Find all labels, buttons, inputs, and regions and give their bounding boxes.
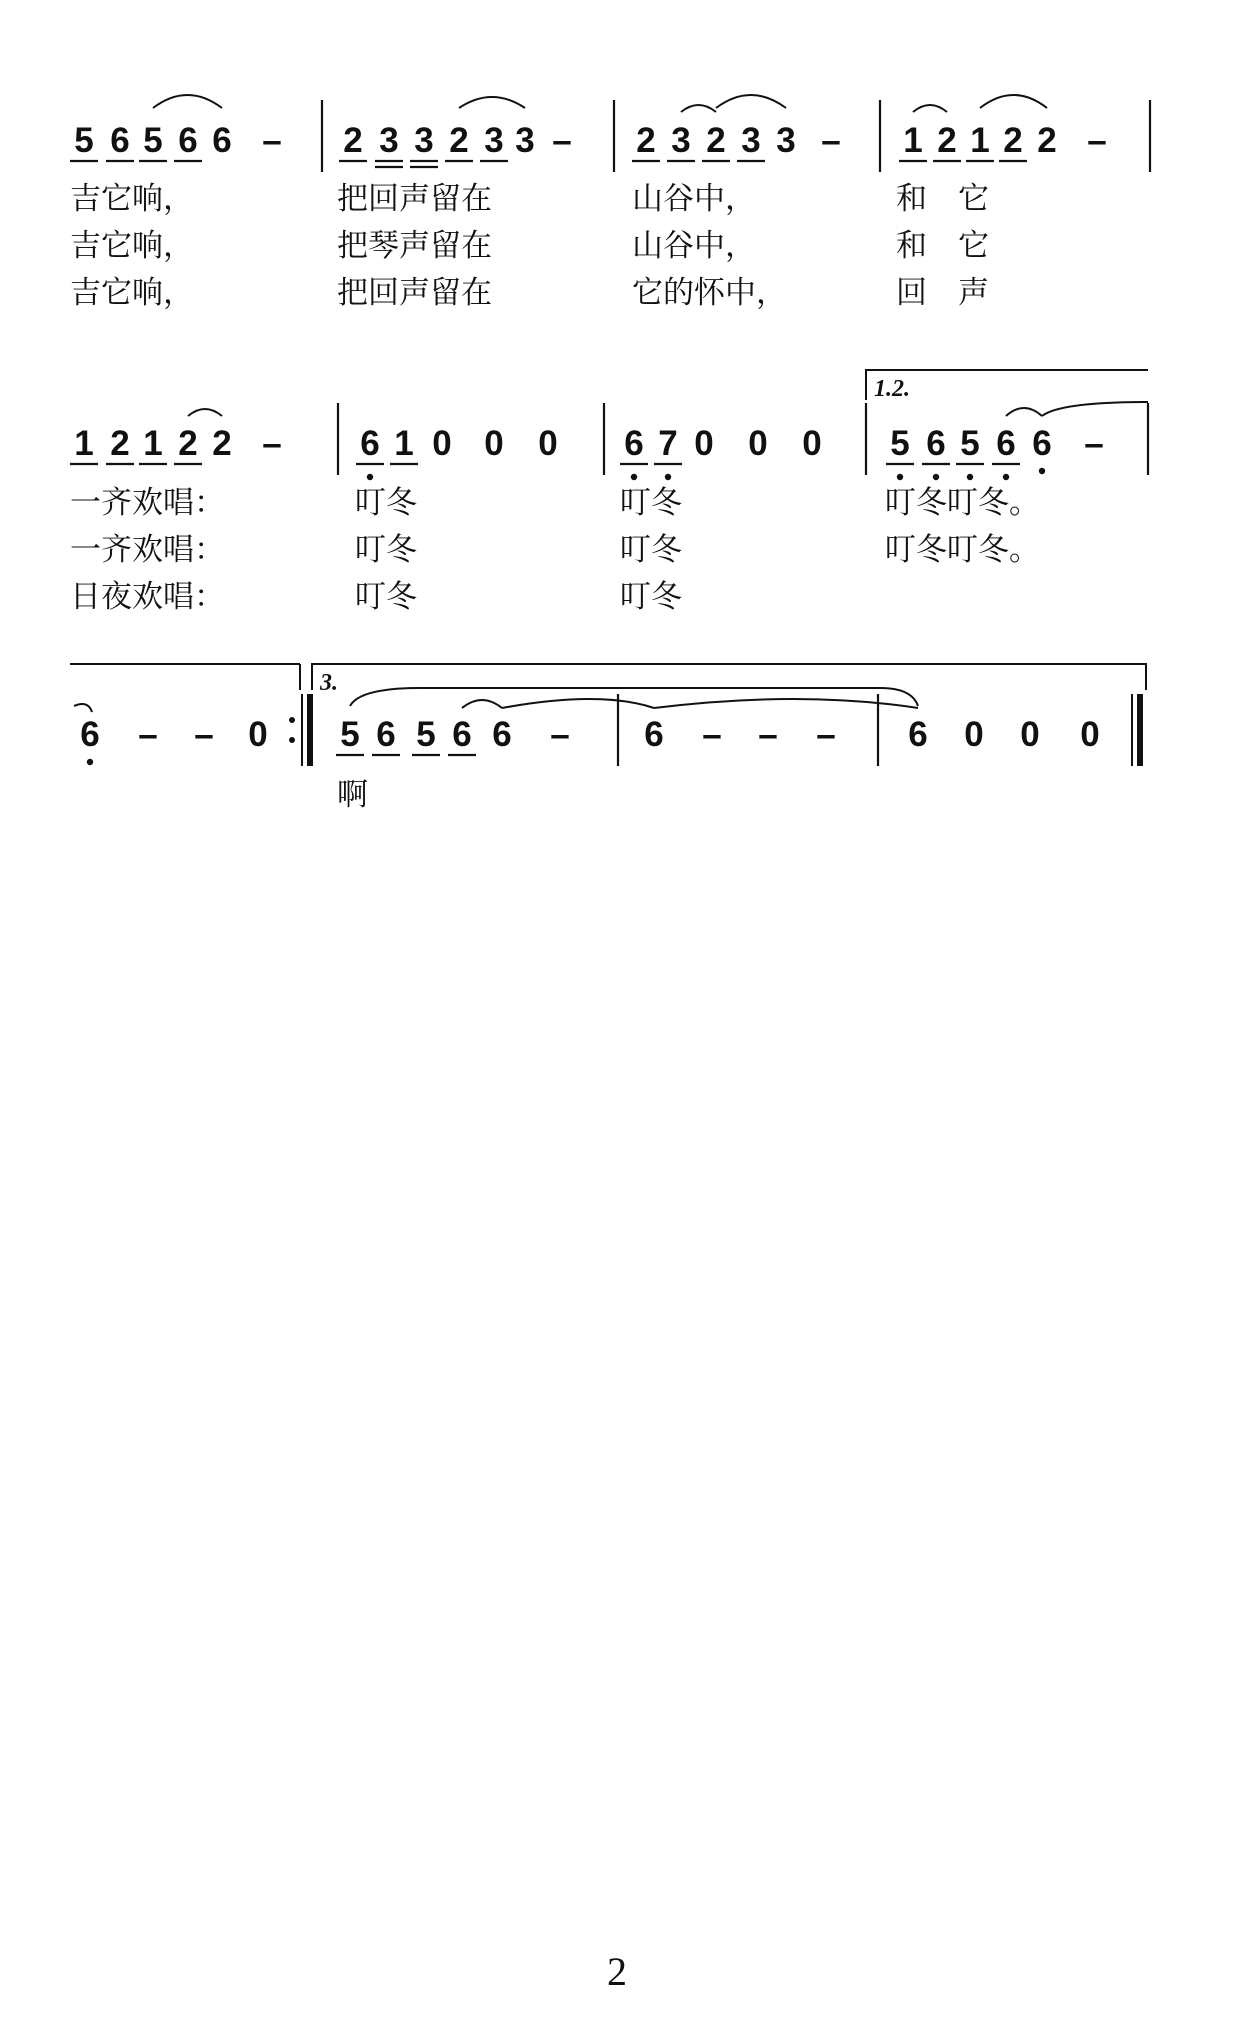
tie-from-previous-line [74, 704, 92, 712]
octave-dot [933, 474, 939, 480]
note-digit: 6 [996, 424, 1016, 463]
note-digit: 0 [538, 424, 558, 463]
lyric-s1-l2-m3: 山谷中， [632, 228, 756, 264]
slur [462, 700, 502, 708]
note-digit: 0 [694, 424, 714, 463]
note-digit: 6 [452, 715, 472, 754]
note-digit: 6 [110, 121, 130, 160]
dash-extension: – [816, 715, 836, 754]
note-digit: 2 [706, 121, 726, 160]
note-digit: 0 [964, 715, 984, 754]
lyric-s1-l2-m1: 吉它响， [70, 228, 194, 264]
note-digit: 3 [776, 121, 796, 160]
note-digit: 3 [379, 121, 399, 160]
slur [188, 409, 222, 416]
note-digit: 2 [636, 121, 656, 160]
note-digit: 1 [903, 121, 923, 160]
dash-extension: – [1087, 121, 1107, 160]
dash-extension: – [550, 715, 570, 754]
lyric-s2-l3-m2: 叮冬 [355, 579, 417, 615]
lyric-s3-l1-m2: 啊 [337, 777, 368, 813]
note-digit: 5 [143, 121, 163, 160]
note-digit: 6 [80, 715, 100, 754]
note-digit: 1 [394, 424, 414, 463]
dash-extension: – [138, 715, 158, 754]
note-digit: 0 [432, 424, 452, 463]
volta-bracket-3 [312, 664, 1146, 690]
lyric-s2-l3-m1: 日夜欢唱： [70, 579, 225, 615]
octave-dot [87, 759, 93, 765]
lyric-s1-l2-m4: 和 它 [896, 228, 989, 264]
note-digit: 0 [1020, 715, 1040, 754]
lyric-s1-l1-m4: 和 它 [896, 181, 989, 217]
lyric-s1-l1-m1: 吉它响， [70, 181, 194, 217]
note-digit: 0 [484, 424, 504, 463]
note-digit: 5 [74, 121, 94, 160]
note-digit: 6 [644, 715, 664, 754]
note-digit: 6 [492, 715, 512, 754]
note-digit: 6 [212, 121, 232, 160]
lyric-s1-l1-m2: 把回声留在 [337, 181, 492, 217]
volta-label-3: 3. [320, 670, 338, 696]
lyric-s1-l1-m3: 山谷中， [632, 181, 756, 217]
tie-to-next-line [1042, 402, 1148, 416]
note-digit: 1 [970, 121, 990, 160]
tie [502, 699, 654, 708]
lyric-s1-l3-m3: 它的怀中， [632, 275, 787, 311]
note-digit: 6 [360, 424, 380, 463]
lyric-s2-l3-m3: 叮冬 [620, 579, 682, 615]
slur [153, 95, 222, 108]
lyric-s2-l1-m1: 一齐欢唱： [70, 485, 225, 521]
slur [716, 95, 786, 108]
octave-dot [1003, 474, 1009, 480]
octave-dot [631, 474, 637, 480]
note-digit: 6 [376, 715, 396, 754]
slur [913, 105, 947, 112]
dash-extension: – [552, 121, 572, 160]
lyric-s2-l1-m4: 叮冬叮冬。 [885, 485, 1040, 521]
lyric-s2-l2-m4: 叮冬叮冬。 [885, 532, 1040, 568]
octave-dot [967, 474, 973, 480]
note-digit: 6 [908, 715, 928, 754]
dash-extension: – [262, 121, 282, 160]
volta-label-1-2: 1.2. [874, 376, 910, 402]
note-digit: 2 [937, 121, 957, 160]
note-digit: 3 [484, 121, 504, 160]
dash-extension: – [702, 715, 722, 754]
lyric-s1-l3-m2: 把回声留在 [337, 275, 492, 311]
lyric-s2-l2-m1: 一齐欢唱： [70, 532, 225, 568]
note-digit: 6 [624, 424, 644, 463]
note-digit: 7 [658, 424, 678, 463]
octave-dot [897, 474, 903, 480]
note-digit: 2 [449, 121, 469, 160]
note-digit: 2 [1037, 121, 1057, 160]
lyric-s2-l2-m2: 叮冬 [355, 532, 417, 568]
note-digit: 3 [515, 121, 535, 160]
note-digit: 0 [748, 424, 768, 463]
note-digit: 2 [178, 424, 198, 463]
note-digit: 6 [1032, 424, 1052, 463]
slur [1006, 408, 1042, 416]
lyric-s2-l2-m3: 叮冬 [620, 532, 682, 568]
lyric-s2-l1-m2: 叮冬 [355, 485, 417, 521]
repeat-dot-upper [289, 717, 295, 723]
note-digit: 2 [110, 424, 130, 463]
note-digit: 5 [340, 715, 360, 754]
note-digit: 0 [802, 424, 822, 463]
octave-dot [665, 474, 671, 480]
note-digit: 3 [414, 121, 434, 160]
note-digit: 3 [741, 121, 761, 160]
note-digit: 3 [671, 121, 691, 160]
dash-extension: – [758, 715, 778, 754]
octave-dot [1039, 468, 1045, 474]
lyric-s2-l1-m3: 叮冬 [620, 485, 682, 521]
dash-extension: – [821, 121, 841, 160]
note-digit: 5 [960, 424, 980, 463]
note-digit: 0 [248, 715, 268, 754]
dash-extension: – [262, 424, 282, 463]
note-digit: 5 [416, 715, 436, 754]
lyric-s1-l2-m2: 把琴声留在 [337, 228, 492, 264]
slur [681, 105, 716, 112]
lyric-s1-l3-m4: 回 声 [896, 275, 989, 311]
note-digit: 6 [178, 121, 198, 160]
note-digit: 6 [926, 424, 946, 463]
note-digit: 1 [74, 424, 94, 463]
note-digit: 0 [1080, 715, 1100, 754]
page-number: 2 [607, 1949, 627, 1994]
note-digit: 2 [343, 121, 363, 160]
slur [980, 95, 1047, 108]
octave-dot [367, 474, 373, 480]
lyric-s1-l3-m1: 吉它响， [70, 275, 194, 311]
note-digit: 1 [143, 424, 163, 463]
repeat-dot-lower [289, 737, 295, 743]
note-digit: 5 [890, 424, 910, 463]
dash-extension: – [1084, 424, 1104, 463]
note-digit: 2 [1003, 121, 1023, 160]
dash-extension: – [194, 715, 214, 754]
slur [459, 97, 525, 108]
note-digit: 2 [212, 424, 232, 463]
